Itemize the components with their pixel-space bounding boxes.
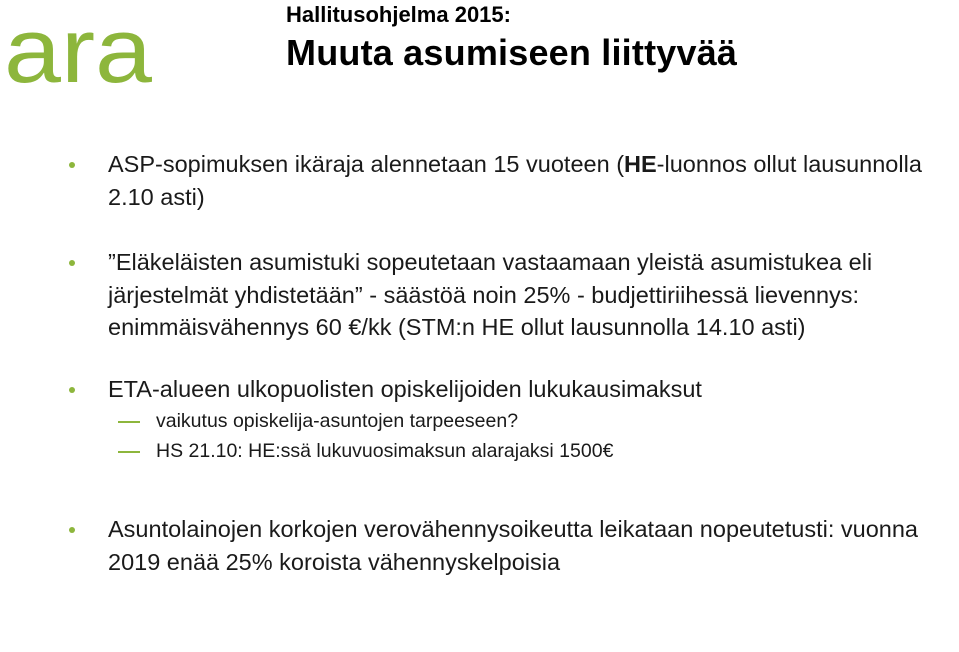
sub-bullet [64,406,954,436]
bullet-mortgage-interest [64,513,954,578]
ara-logo [4,18,154,98]
slide-kicker: Hallitusohjelma 2015: [286,2,511,27]
bullet-list [64,148,954,578]
sub-bullet-list [64,406,954,466]
sub-bullet-text: vaikutus opiskelija-asuntojen tarpeeseen? [156,410,519,432]
sub-bullet-text: HS 21.10: HE:ssä lukuvuosimaksun alarajaksi 1500€ [156,440,614,462]
sub-bullet-dash-icon [118,451,140,453]
bullet-text: ASP-sopimuksen ikäraja alennetaan 15 vuoteen ( [108,151,625,177]
bullet-dot-icon [69,260,75,266]
ara-logo-text: ara [4,18,153,98]
sub-bullet [64,436,954,466]
bullet-text: ”Eläkeläisten asumistuki sopeutetaan vastaamaan yleistä asumistukea eli järjestelmät yhdistetään” - säästöä noin 25% - budjettiriihessä lievennys: enimmäisvähennys 60 €/kk (STM:n HE ollut lausunnolla 14.10 asti) [108,249,873,340]
bullet-dot-icon [69,162,75,168]
bullet-dot-icon [69,527,75,533]
bullet-eta-fees [64,373,954,406]
bullet-text: -luonnos ollut lausunnolla 2.10 asti) [108,151,922,210]
sub-bullet-dash-icon [118,421,140,423]
bullet-asp-age [64,148,954,213]
bullet-text: Asuntolainojen korkojen verovähennysoikeutta leikataan nopeutetusti: vuonna 2019 enää 25% koroista vähennyskelpoisia [108,516,919,575]
bullet-bold-he: HE [624,151,657,177]
slide-title: Muuta asumiseen liittyvää [286,32,738,73]
bullet-pension-housing [64,246,954,344]
bullet-text: ETA-alueen ulkopuolisten opiskelijoiden lukukausimaksut [108,375,702,402]
bullet-dot-icon [69,387,75,393]
